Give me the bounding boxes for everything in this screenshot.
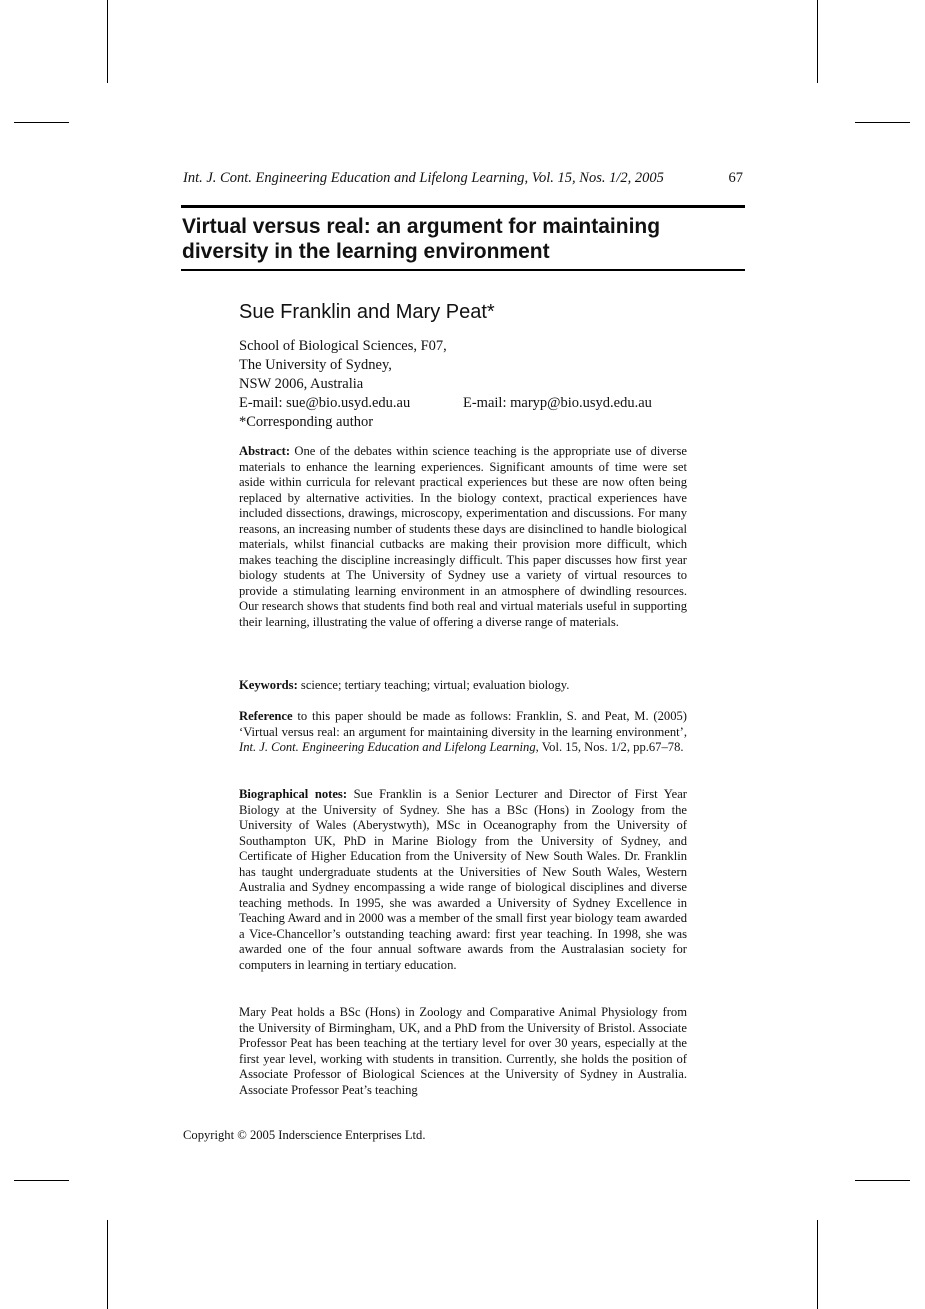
author-names: Sue Franklin and Mary Peat* [239,301,495,323]
abstract [239,444,687,630]
crop-mark [817,0,818,83]
journal-citation: Int. J. Cont. Engineering Education and Lifelong Learning, Vol. 15, Nos. 1/2, 2005 [183,170,664,186]
crop-mark [817,1220,818,1309]
crop-mark [855,1180,910,1181]
email-franklin: E-mail: sue@bio.usyd.edu.au [239,395,411,411]
reference-journal: Int. J. Cont. Engineering Education and Lifelong Learning [239,740,536,754]
reference [239,709,687,756]
affiliation-line: NSW 2006, Australia [239,376,364,392]
crop-mark [107,1220,108,1309]
crop-mark [855,122,910,123]
corresponding-author-note: *Corresponding author [239,414,374,430]
page-number: 67 [728,170,743,186]
reference-label: Reference [239,709,293,723]
crop-mark [14,122,69,123]
crop-mark [14,1180,69,1181]
bio-label: Biographical notes: [239,787,348,801]
affiliation-line: School of Biological Sciences, F07, [239,338,447,354]
bio-franklin-text: Sue Franklin is a Senior Lecturer and Director of First Year Biology at the University of Sydney. She has a BSc (Hons) in Zoology from the University of Wales (Aberystwyth), MSc in Oceanography from the University of Southampton UK, PhD in Marine Biology from the University of Sydney, and Certificate of Higher Education from the University of New South Wales. Dr. Franklin has taught undergraduate students at the Universities of New South Wales, Western Australia and Sydney encompassing a wide range of biological disciplines and diverse teaching methods. In 1995, she was awarded a University of Sydney Excellence in Teaching Award and in 2000 was a member of the small first year biology team awarded a Vice-Chancellor’s outstanding teaching award: first year teaching. In 1998, she was awarded one of the four annual software awards from the Australasian society for computers in learning in tertiary education. [239,787,687,972]
affiliation [239,337,719,432]
affiliation-line: The University of Sydney, [239,357,392,373]
biographical-notes-franklin [239,787,687,973]
abstract-text: One of the debates within science teaching is the appropriate use of diverse materials to enhance the learning experiences. Significant amounts of time were set aside within curricula for relevant practical experiences but these are now often being replaced by alternative activities. In the biology context, practical experiences have included dissections, drawings, microscopy, experimentation and discussions. For many reasons, an increasing number of students these days are disinclined to handle biological materials, whilst financial cutbacks are making their provision more difficult, which makes teaching the discipline increasingly difficult. This paper discusses how first year biology students at The University of Sydney use a variety of virtual resources to provide a stimulating learning environment in an atmosphere of dwindling resources. Our research shows that students find both real and virtual materials useful in supporting their learning, illustrating the value of offering a diverse range of materials. [239,444,687,629]
crop-mark [107,0,108,83]
abstract-label: Abstract: [239,444,291,458]
running-head [183,170,743,187]
copyright-notice: Copyright © 2005 Inderscience Enterprises Ltd. [183,1128,426,1142]
biographical-notes-peat [239,1005,687,1098]
title-rule-top [181,205,745,208]
paper-title: Virtual versus real: an argument for maintaining diversity in the learning environment [182,215,661,263]
email-row [239,394,719,413]
reference-tail: , Vol. 15, Nos. 1/2, pp.67–78. [535,740,684,754]
bio-peat-text: Mary Peat holds a BSc (Hons) in Zoology and Comparative Animal Physiology from the University of Birmingham, UK, and a PhD from the University of Bristol. Associate Professor Peat has been teaching at the tertiary level for over 30 years, especially at the first year level, working with students in transition. Currently, she holds the position of Associate Professor of Biological Sciences at the University of Sydney in Australia. Associate Professor Peat’s teaching [239,1005,687,1097]
keywords [239,678,687,694]
keywords-label: Keywords: [239,678,298,692]
keywords-text: science; tertiary teaching; virtual; evaluation biology. [300,678,570,692]
title-rule-bottom [181,269,745,271]
email-peat: E-mail: maryp@bio.usyd.edu.au [463,395,652,411]
reference-text: to this paper should be made as follows: Franklin, S. and Peat, M. (2005) ‘Virtual versus real: an argument for maintaining diversity in the learning environment’, [239,709,687,739]
